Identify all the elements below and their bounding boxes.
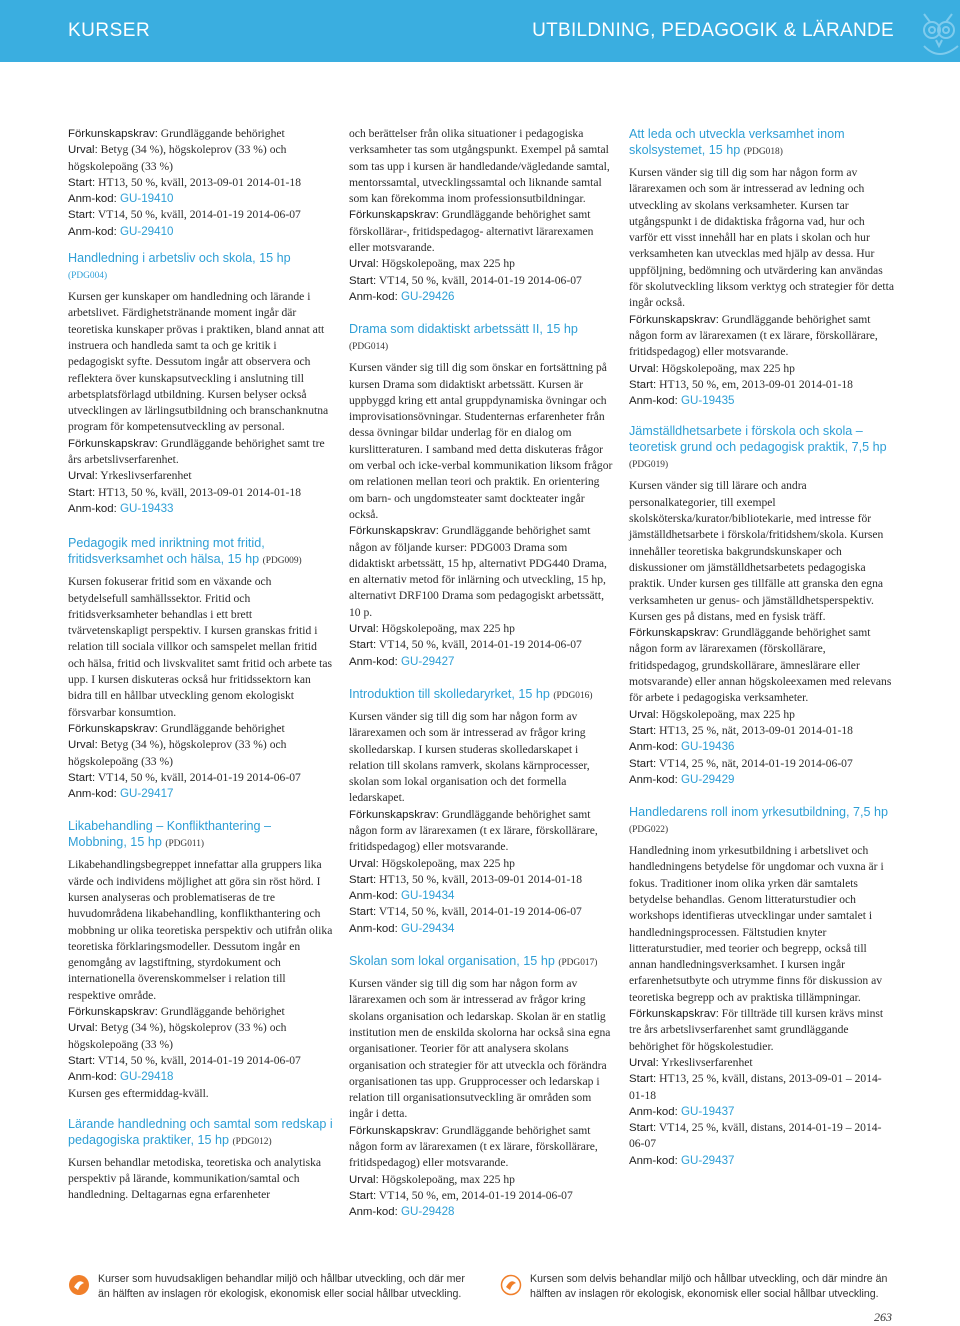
urval-text: Högskolepoäng, max 225 hp	[378, 1172, 515, 1186]
anm-label: Anm-kod:	[349, 1206, 398, 1219]
urval-text: Yrkeslivserfarenhet	[658, 1055, 753, 1069]
anm-code: GU-19436	[677, 740, 735, 754]
start-text: VT14, 50 %, kväll, 2014-01-19 2014-06-07	[95, 1053, 301, 1067]
course-note: Kursen ges eftermiddag-kväll.	[68, 1086, 209, 1100]
anm-label: Anm-kod:	[349, 655, 398, 668]
anm-label: Anm-kod:	[68, 502, 117, 515]
urval-label: Urval:	[349, 1173, 379, 1186]
anm-code: GU-19437	[677, 1104, 735, 1118]
start-text: HT13, 25 %, kväll, distans, 2013-09-01 – 2014-01-18	[629, 1072, 882, 1102]
prereq-label: Förkunskapskrav:	[349, 1124, 439, 1137]
start-label: Start:	[349, 873, 377, 886]
course-description: Kursen behandlar metodiska, teoretiska och analytiska perspektiv på lärande, kommunikation/samtal och handledning. Deltagarnas egna erfarenheter	[68, 1155, 322, 1202]
course-code: (PDG009)	[262, 556, 302, 567]
course-title	[68, 250, 333, 284]
footer-note-text: Kursen som delvis behandlar miljö och hållbar utveckling, och där mindre än hälften av inslagen rör ekologisk, ekonomisk eller social hållbar utveckling.	[530, 1273, 888, 1300]
urval-text: Betyg (34 %), högskoleprov (33 %) och högskolepoäng (33 %)	[68, 738, 287, 768]
prereq-text: För tillträde till kursen krävs minst tre års arbetslivserfarenhet samt grundläggande behörighet för högskolestudier.	[629, 1007, 884, 1053]
start-label: Start:	[629, 757, 657, 770]
course-description: och berättelser från olika situationer i pedagogiska verksamheter tas som utgångspunkt. Exempel på samtal som tas upp i kursen är handledande/vägledande samtal, mentorssamtal, utvecklingssamtal och liknande samtal som kan förekomma inom professionsutbildningar.	[349, 127, 610, 206]
anm-code: GU-19435	[677, 394, 735, 408]
footer-note-text: Kurser som huvudsakligen behandlar miljö och hållbar utveckling, och där mer än hälften av inslagen rör ekologisk, ekonomisk eller social hållbar utveckling.	[98, 1273, 465, 1300]
course-description: Kursen vänder sig till lärare och andra personalkategorier, till exempel skolsköterska/kurator/bibliotekarie, med intresse för jämställdhetsarbete i förskola/fritidshem/skola. Kursen innehåller teoretiska bakgrundskunskaper och diskussioner om jämställdhetsarbetets pedagogiska praktik. Under kursen ges tillfälle att granska den egna verksamheten ur genus- och jämställdhetsperspektiv. Kursen ges på distans, med en fysisk träff.	[629, 479, 884, 623]
urval-text: Högskolepoäng, max 225 hp	[658, 361, 795, 375]
anm-code: GU-29429	[677, 772, 735, 786]
anm-code: GU-19410	[116, 192, 174, 206]
start-text: VT14, 25 %, kväll, distans, 2014-01-19 – 2014-06-07	[629, 1121, 882, 1151]
course-code: (PDG012)	[232, 1136, 272, 1147]
urval-label: Urval:	[629, 362, 659, 375]
course-title	[629, 423, 894, 473]
course-title	[68, 535, 333, 569]
course-code: (PDG014)	[349, 342, 389, 353]
column-middle	[349, 126, 614, 1221]
urval-text: Betyg (34 %), högskoleprov (33 %) och högskolepoäng (33 %)	[68, 143, 287, 173]
start-text: HT13, 50 %, kväll, 2013-09-01 2014-01-18	[376, 872, 582, 886]
prereq-label: Förkunskapskrav:	[349, 209, 439, 222]
urval-text: Högskolepoäng, max 225 hp	[378, 622, 515, 636]
owl-icon	[914, 0, 960, 62]
anm-code: GU-29418	[116, 1070, 174, 1084]
start-label: Start:	[68, 209, 96, 222]
prereq-text: Grundläggande behörighet samt tre års arbetslivserfarenhet.	[68, 436, 325, 467]
course-title-text: Att leda och utveckla verksamhet inom skolsystemet, 15 hp	[629, 127, 845, 157]
start-label: Start:	[629, 724, 657, 737]
anm-code: GU-29428	[397, 1205, 455, 1219]
prereq-label: Förkunskapskrav:	[68, 128, 158, 140]
anm-code: GU-29417	[116, 787, 174, 801]
anm-label: Anm-kod:	[68, 1071, 117, 1084]
anm-code: GU-19434	[397, 889, 455, 903]
prereq-label: Förkunskapskrav:	[349, 525, 439, 538]
column-left	[68, 126, 333, 1204]
anm-code: GU-19433	[116, 501, 174, 515]
page-number: 263	[874, 1310, 892, 1324]
course-title	[629, 804, 894, 838]
course-title	[629, 126, 894, 160]
urval-label: Urval:	[349, 623, 379, 636]
start-text: HT13, 50 %, kväll, 2013-09-01 2014-01-18	[95, 175, 301, 189]
course-code: (PDG016)	[553, 690, 593, 701]
prereq-text: Grundläggande behörighet samt förskollärar-, fritidspedagog- alternativt lärarexamen eller motsvarande.	[349, 208, 594, 255]
start-text: HT13, 50 %, kväll, 2013-09-01 2014-01-18	[95, 485, 301, 499]
anm-label: Anm-kod:	[629, 1105, 678, 1118]
prereq-text: Grundläggande behörighet samt någon av följande kurser: PDG003 Drama som didaktiskt arbetssätt, 15 hp, alternativt PDG440 Drama, en alternativ metod för inlärning och utveckling, 15 hp, alternativt DRF100 Drama som pedagogiskt arbetssätt, 10 p.	[349, 524, 607, 619]
prereq-label: Förkunskapskrav:	[629, 313, 719, 326]
anm-label: Anm-kod:	[629, 773, 678, 786]
urval-text: Högskolepoäng, max 225 hp	[378, 257, 515, 271]
start-label: Start:	[629, 1073, 657, 1086]
anm-label: Anm-kod:	[349, 890, 398, 903]
urval-label: Urval:	[349, 857, 379, 870]
start-text: VT14, 50 %, kväll, 2014-01-19 2014-06-07	[376, 905, 582, 919]
course-title-text: Lärande handledning och samtal som redskap i pedagogiska praktiker, 15 hp	[68, 1116, 333, 1147]
column-right	[629, 126, 894, 1169]
anm-label: Anm-kod:	[629, 741, 678, 754]
course-title-text: Handledarens roll inom yrkesutbildning, 7,5 hp	[629, 805, 889, 820]
anm-label: Anm-kod:	[68, 788, 117, 801]
urval-label: Urval:	[629, 708, 659, 721]
course-title	[349, 686, 614, 704]
prereq-text: Grundläggande behörighet	[157, 721, 285, 735]
start-label: Start:	[629, 1122, 657, 1135]
course-title-text: Handledning i arbetsliv och skola, 15 hp	[68, 251, 291, 266]
prereq-label: Förkunskapskrav:	[629, 1008, 719, 1021]
anm-label: Anm-kod:	[68, 225, 117, 238]
course-code: (PDG022)	[629, 825, 669, 836]
start-label: Start:	[68, 486, 96, 499]
anm-label: Anm-kod:	[68, 193, 117, 206]
urval-text: Yrkeslivserfarenhet	[97, 469, 192, 483]
start-label: Start:	[349, 906, 377, 919]
start-text: VT14, 50 %, kväll, 2014-01-19 2014-06-07	[376, 273, 582, 287]
course-code: (PDG019)	[629, 460, 669, 471]
course-title	[349, 953, 614, 971]
start-label: Start:	[68, 771, 96, 784]
category-title: UTBILDNING, PEDAGOGIK & LÄRANDE	[532, 20, 894, 41]
course-description: Kursen fokuserar fritid som en växande och betydelsefull samhällssektor. Fritid och fritidsverksamheter behandlas i ett brett tvärvetenskapligt perspektiv. I kursen granskas fritid i relation till sociala villkor och samspelet mellan fritid och hälsa, fritid och livskvalitet samt fritid och arbete tas upp. I kursen diskuteras också hur fritidssektorn kan bidra till en hållbar utveckling genom ekologiskt försvarbar konsumtion.	[68, 575, 333, 719]
start-text: HT13, 25 %, nät, 2013-09-01 2014-01-18	[656, 723, 853, 737]
course-title-text: Jämställdhetsarbete i förskola och skola – teoretisk grund och pedagogisk praktik, 7,5 hp	[629, 424, 887, 455]
urval-label: Urval:	[68, 470, 98, 483]
prereq-text: Grundläggande behörighet	[157, 1005, 285, 1019]
prereq-text: Grundläggande behörighet samt någon form av lärarexamen (t ex lärare, förskollärare, fritidspedagog) eller motsvarande.	[629, 312, 878, 359]
urval-label: Urval:	[68, 144, 98, 157]
prereq-label: Förkunskapskrav:	[68, 437, 158, 450]
urval-label: Urval:	[349, 258, 379, 271]
start-label: Start:	[349, 639, 377, 652]
prereq-label: Förkunskapskrav:	[349, 808, 439, 821]
anm-code: GU-29410	[116, 224, 174, 238]
urval-text: Betyg (34 %), högskoleprov (33 %) och högskolepoäng (33 %)	[68, 1021, 287, 1051]
prereq-text: Grundläggande behörighet samt någon form av lärarexamen (förskollärare, fritidspedagog, grundskollärare, ämneslärare eller motsvarande) eller annan högskoleexamen med relevans för arbete i pedagogiska verksamheter.	[629, 626, 892, 705]
course-code: (PDG017)	[558, 958, 598, 969]
sustainability-partial-icon	[500, 1274, 522, 1296]
course-code: (PDG018)	[743, 147, 783, 157]
course-title-text: Likabehandling – Konflikthantering – Mobbning, 15 hp	[68, 819, 272, 850]
start-text: VT14, 50 %, kväll, 2014-01-19 2014-06-07	[376, 638, 582, 652]
course-description: Handledning inom yrkesutbildning i arbetslivet och handledningens betydelse för ungdomar och vuxna är i fokus. Traditioner inom olika yrken där samtalets betydelse behandlas. Genom litteraturstudier och workshops identifieras utvecklingar under samtalet i handledningsprocessen. Fältstudien knyter litteraturstudier, med teorier och begrepp, också till annan handledningsverksamhet. I kursen ingår erfarenhetsutbyte och utrymme finns för diskussion av teoretiska begrepp och av praktiska tillämpningar.	[629, 844, 884, 1004]
course-title	[68, 1116, 333, 1150]
anm-label: Anm-kod:	[349, 290, 398, 303]
start-text: VT14, 50 %, kväll, 2014-01-19 2014-06-07	[95, 208, 301, 222]
anm-code: GU-29437	[677, 1153, 735, 1167]
sustainability-full-icon	[68, 1274, 90, 1296]
page-header	[0, 0, 960, 62]
prereq-text: Grundläggande behörighet	[157, 127, 285, 140]
start-text: VT14, 50 %, kväll, 2014-01-19 2014-06-07	[95, 770, 301, 784]
course-title	[68, 818, 333, 852]
anm-code: GU-29427	[397, 654, 455, 668]
start-text: HT13, 50 %, em, 2013-09-01 2014-01-18	[656, 377, 853, 391]
prereq-label: Förkunskapskrav:	[629, 627, 719, 640]
course-description: Kursen vänder sig till dig som har någon form av lärarexamen och som är intresserad av frågor kring skolledarskap. I kursen studeras skolledarskapet i relation till skolans ramverk, skolans kärnprocesser, skolan som lokal organisation och det formella ledarskapet.	[349, 709, 590, 805]
course-title-text: Introduktion till skolledaryrket, 15 hp	[349, 686, 550, 701]
anm-label: Anm-kod:	[349, 922, 398, 935]
course-description: Kursen vänder sig till dig som önskar en fortsättning på kursen Drama som didaktiskt arbetssätt. Kursen är uppbyggd kring ett antal gruppdynamiska övningar och improvisationsövningar. Studenternas erfarenheter från dessa övningar bildar underlag för en dialog om kurslitteraturen. I samband med detta diskuteras frågor om verbal och icke-verbal kommunikation liksom frågor om relationen mellan teori och praktik. En orientering om barn- och ungdomsteater samt dockteater ingår också.	[349, 361, 613, 521]
course-title-text: Drama som didaktiskt arbetssätt II, 15 hp	[349, 322, 578, 337]
urval-label: Urval:	[68, 739, 98, 752]
start-label: Start:	[68, 176, 96, 189]
start-text: VT14, 50 %, em, 2014-01-19 2014-06-07	[376, 1188, 573, 1202]
urval-text: Högskolepoäng, max 225 hp	[378, 856, 515, 870]
start-label: Start:	[68, 1054, 96, 1067]
course-title-text: Pedagogik med inriktning mot fritid, fritidsverksamhet och hälsa, 15 hp	[68, 536, 265, 567]
course-title	[349, 321, 614, 355]
prereq-text: Grundläggande behörighet samt någon form av lärarexamen (t ex lärare, förskollärare, fritidspedagog) eller motsvarande.	[349, 1123, 598, 1170]
anm-label: Anm-kod:	[629, 395, 678, 408]
start-text: VT14, 25 %, nät, 2014-01-19 2014-06-07	[656, 756, 853, 770]
prereq-text: Grundläggande behörighet samt någon form av lärarexamen (t ex lärare, förskollärare, fritidspedagog) eller motsvarande.	[349, 807, 598, 854]
prereq-label: Förkunskapskrav:	[68, 722, 158, 735]
course-description: Likabehandlingsbegreppet innefattar alla gruppers lika värde och individens möjlighet att göra sin röst hörd. I kursen analyseras och problematiseras de tre huvudområdena likabehandling, konflikthantering och mobbning ur olika teoretiska perspektiv och utifrån olika teoretiska förklaringsmodeller. Dessutom ingår en genomgång av lagstiftning, styrdokument och internationella överenskommelser i relation till respektive område.	[68, 858, 333, 1002]
start-label: Start:	[349, 1189, 377, 1202]
anm-code: GU-29434	[397, 921, 455, 935]
anm-code: GU-29426	[397, 289, 455, 303]
course-description: Kursen vänder sig till dig som har någon form av lärarexamen och som är intresserad av ledning och utveckling av skolans verksamheter. Kursen tar utgångspunkt i de didaktiska frågorna vad, hur och varför ett visst innehåll har en plats i skolan och hur verksamheten kan utvecklas med hjälp av dessa. Hur uppföljning, bedömning och utvärdering kan användas för skolutveckling liksom verktyg och strategier för detta ingår också.	[629, 166, 894, 310]
course-description: Kursen vänder sig till dig som har någon form av lärarexamen och som är intresserad av frågor kring skolans organisation och ledarskap. Skolan är en statlig institution men de enskilda skolorna har också sina egna organisationer. Teorier för att analysera skolans organisation och strategier för att utveckla och förändra organisationen tas upp. Grupprocesser och ledarskap i relation till organisationsutveckling är områden som ingår i detta.	[349, 977, 611, 1121]
urval-label: Urval:	[629, 1056, 659, 1069]
section-title: KURSER	[68, 20, 151, 41]
course-description: Kursen ger kunskaper om handledning och lärande i arbetslivet. Färdighetstränande moment ingår där teoretiska kunskaper prövas i praktiken, bland annat att instruera och handleda samt ta och ge kritik i pedagogiskt syfte. Dessutom ingår att observera och reflektera över kunskapsutveckling i anslutning till arbetsplatsförlagd utbildning. Kursen belyser också utvecklingen av lärlingsutbildning och branschanknutna program för kompetensutveckling av personal.	[68, 290, 329, 434]
urval-label: Urval:	[68, 1022, 98, 1035]
course-code: (PDG004)	[68, 271, 108, 282]
course-title-text: Skolan som lokal organisation, 15 hp	[349, 954, 555, 969]
course-code: (PDG011)	[165, 839, 205, 850]
start-label: Start:	[349, 274, 377, 287]
urval-text: Högskolepoäng, max 225 hp	[658, 707, 795, 721]
prereq-label: Förkunskapskrav:	[68, 1006, 158, 1019]
anm-label: Anm-kod:	[629, 1154, 678, 1167]
start-label: Start:	[629, 378, 657, 391]
